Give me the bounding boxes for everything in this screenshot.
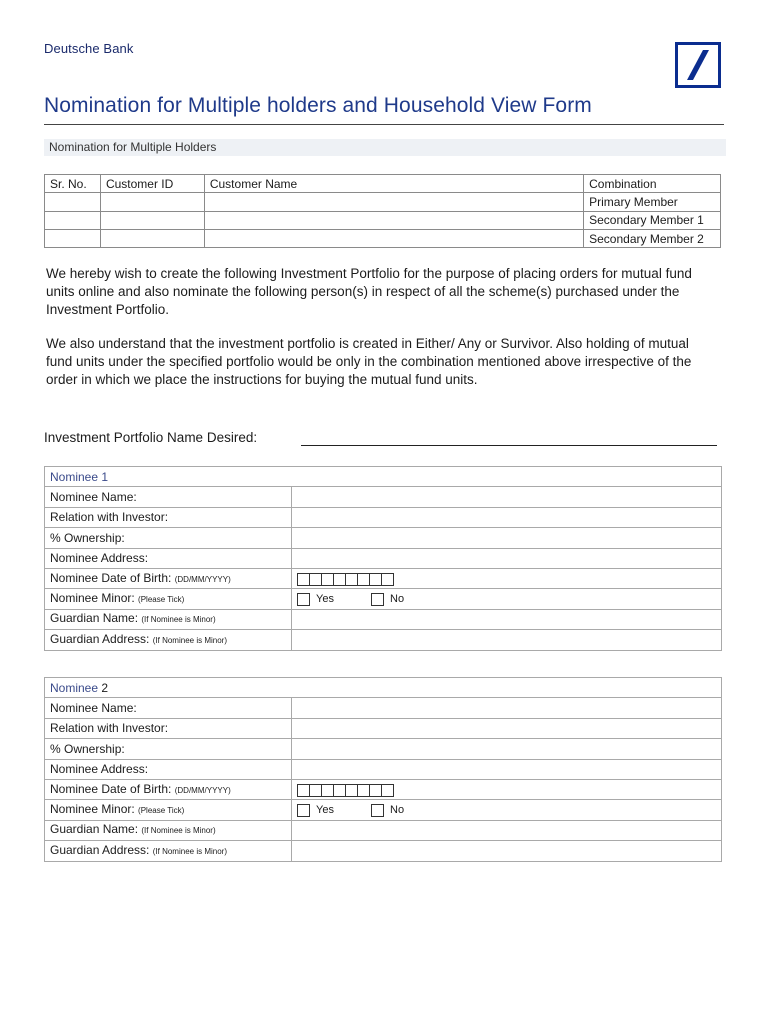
customer-id-cell[interactable] (100, 229, 204, 247)
nominee-number: 2 (101, 680, 109, 695)
customer-id-cell[interactable] (100, 211, 204, 229)
nominee-name-label: Nominee Name: (45, 487, 292, 507)
customer-name-cell[interactable] (204, 211, 583, 229)
nominee-title-word: Nominee (50, 469, 99, 484)
sr-no-cell[interactable] (45, 211, 101, 229)
ownership-label: % Ownership: (45, 739, 292, 759)
no-label: No (390, 593, 405, 606)
yes-checkbox[interactable] (297, 804, 310, 817)
guardian-name-input[interactable] (292, 820, 722, 840)
field-row (45, 820, 722, 840)
declaration-paragraph-1: We hereby wish to create the following Investment Portfolio for the purpose of placing orders for mutual fund units online and also nominate the following person(s) in respect of all the scheme(s) purchased under the Investment Portfolio. (46, 266, 692, 317)
field-row (45, 698, 722, 718)
customer-id-cell[interactable] (100, 193, 204, 211)
table-row (45, 193, 721, 211)
table-row (45, 211, 721, 229)
address-input[interactable] (292, 759, 722, 779)
dob-hint: (DD/MM/YYYY) (174, 574, 231, 584)
relation-input[interactable] (292, 718, 722, 738)
relation-input[interactable] (292, 507, 722, 527)
nominee-name-label: Nominee Name: (45, 698, 292, 718)
col-customer-id: Customer ID (100, 175, 204, 193)
guardian-address-input[interactable] (292, 630, 722, 650)
minor-label (45, 589, 292, 609)
dob-label-text: Nominee Date of Birth: (50, 781, 172, 796)
relation-label: Relation with Investor: (45, 718, 292, 738)
minor-label-text: Nominee Minor: (50, 802, 135, 817)
guardian-name-label (45, 820, 292, 840)
field-row (45, 630, 722, 650)
guardian-address-label (45, 630, 292, 650)
guardian-address-label (45, 841, 292, 861)
guardian-name-text: Guardian Name: (50, 822, 139, 837)
dob-input[interactable] (292, 568, 722, 588)
field-row (45, 779, 722, 799)
dob-boxes[interactable] (297, 573, 394, 586)
section-title: Nomination for Multiple Holders (49, 140, 217, 154)
nominee-name-input[interactable] (292, 487, 722, 507)
nominee-header-row (45, 467, 722, 487)
nominee-1-title (45, 467, 722, 487)
guardian-name-label (45, 609, 292, 629)
table-header-row (45, 175, 721, 193)
guardian-name-input[interactable] (292, 609, 722, 629)
field-row (45, 548, 722, 568)
nominee-header-row (45, 678, 722, 698)
nominee-number: 1 (101, 469, 109, 484)
dob-label (45, 568, 292, 588)
field-row (45, 841, 722, 861)
minor-options (292, 800, 722, 820)
minor-hint: (Please Tick) (138, 806, 185, 816)
dob-input[interactable] (292, 779, 722, 799)
holders-table (44, 174, 721, 248)
deutsche-bank-logo-icon (675, 42, 721, 88)
minor-options (292, 589, 722, 609)
guardian-address-input[interactable] (292, 841, 722, 861)
nominee-2-table (44, 677, 722, 862)
yes-label: Yes (316, 593, 334, 606)
page-title: Nomination for Multiple holders and Household View Form (44, 94, 592, 117)
nominee-title-word: Nominee (50, 680, 99, 695)
dob-hint: (DD/MM/YYYY) (174, 785, 231, 795)
section-header (44, 139, 726, 156)
guardian-hint: (If Nominee is Minor) (141, 615, 216, 625)
field-row (45, 718, 722, 738)
combination-cell: Primary Member (584, 193, 721, 211)
col-customer-name: Customer Name (204, 175, 583, 193)
nominee-1-table (44, 466, 722, 651)
guardian-hint: (If Nominee is Minor) (141, 826, 216, 836)
address-label: Nominee Address: (45, 759, 292, 779)
col-sr-no: Sr. No. (45, 175, 101, 193)
title-divider (44, 124, 724, 125)
relation-label: Relation with Investor: (45, 507, 292, 527)
declaration-paragraph-2: We also understand that the investment portfolio is created in Either/ Any or Survivor. Also holding of mutual fund units under the specified portfolio would be only in the combination mentioned above irrespective of the order in which we place the instructions for buying the mutual fund units. (46, 336, 692, 387)
portfolio-name-label: Investment Portfolio Name Desired: (44, 430, 258, 445)
customer-name-cell[interactable] (204, 229, 583, 247)
no-checkbox[interactable] (371, 593, 384, 606)
field-row (45, 507, 722, 527)
field-row (45, 739, 722, 759)
dob-label (45, 779, 292, 799)
no-label: No (390, 804, 405, 817)
table-row (45, 229, 721, 247)
sr-no-cell[interactable] (45, 229, 101, 247)
guardian-hint: (If Nominee is Minor) (152, 635, 227, 645)
nominee-name-input[interactable] (292, 698, 722, 718)
dob-label-text: Nominee Date of Birth: (50, 570, 172, 585)
field-row (45, 800, 722, 820)
guardian-hint: (If Nominee is Minor) (152, 846, 227, 856)
nominee-2-title (45, 678, 722, 698)
dob-boxes[interactable] (297, 784, 394, 797)
guardian-address-text: Guardian Address: (50, 631, 150, 646)
ownership-input[interactable] (292, 528, 722, 548)
sr-no-cell[interactable] (45, 193, 101, 211)
yes-label: Yes (316, 804, 334, 817)
customer-name-cell[interactable] (204, 193, 583, 211)
field-row (45, 487, 722, 507)
combination-cell: Secondary Member 2 (584, 229, 721, 247)
no-checkbox[interactable] (371, 804, 384, 817)
minor-label-text: Nominee Minor: (50, 591, 135, 606)
ownership-label: % Ownership: (45, 528, 292, 548)
field-row (45, 528, 722, 548)
yes-checkbox[interactable] (297, 593, 310, 606)
col-combination: Combination (584, 175, 721, 193)
address-input[interactable] (292, 548, 722, 568)
combination-cell: Secondary Member 1 (584, 211, 721, 229)
guardian-address-text: Guardian Address: (50, 842, 150, 857)
portfolio-name-input[interactable] (301, 445, 717, 446)
address-label: Nominee Address: (45, 548, 292, 568)
ownership-input[interactable] (292, 739, 722, 759)
minor-label (45, 800, 292, 820)
guardian-name-text: Guardian Name: (50, 611, 139, 626)
brand-name: Deutsche Bank (44, 41, 134, 56)
minor-hint: (Please Tick) (138, 595, 185, 605)
field-row (45, 589, 722, 609)
field-row (45, 609, 722, 629)
field-row (45, 759, 722, 779)
field-row (45, 568, 722, 588)
